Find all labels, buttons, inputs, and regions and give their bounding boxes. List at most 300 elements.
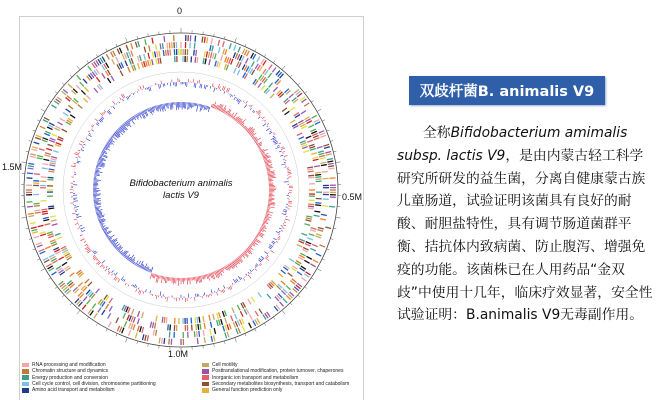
- gene-mark: [317, 230, 323, 232]
- gc-skew-mark: [269, 198, 275, 199]
- gene-mark: [52, 134, 58, 136]
- gene-mark: [48, 171, 54, 172]
- gc-skew-mark: [99, 157, 105, 159]
- gc-skew-mark: [153, 106, 154, 110]
- gc-content-mark: [252, 110, 253, 111]
- gene-mark: [318, 227, 324, 229]
- gc-content-mark: [221, 290, 222, 292]
- gc-content-mark: [75, 210, 78, 211]
- gene-mark: [31, 149, 37, 151]
- gc-content-mark: [119, 102, 120, 103]
- gene-mark: [160, 58, 161, 64]
- gc-content-mark: [156, 295, 157, 299]
- gc-skew-mark: [134, 115, 135, 117]
- gc-content-mark: [262, 259, 263, 260]
- gc-content-mark: [133, 93, 134, 95]
- scale-tick: [282, 310, 285, 314]
- gene-mark: [268, 73, 272, 78]
- gc-content-mark: [74, 163, 77, 164]
- gc-content-mark: [235, 280, 237, 283]
- gene-mark: [213, 53, 214, 59]
- gc-content-mark: [250, 108, 251, 110]
- gc-content-mark: [232, 95, 233, 96]
- gc-skew-mark: [94, 175, 99, 176]
- gene-mark: [309, 125, 314, 128]
- gc-skew-mark: [268, 202, 274, 203]
- gc-skew-mark: [107, 142, 111, 145]
- scale-tick: [214, 344, 215, 347]
- gc-skew-mark: [158, 105, 159, 109]
- gene-mark: [41, 209, 47, 210]
- gc-content-mark: [264, 120, 266, 121]
- gc-skew-mark: [133, 262, 134, 264]
- gene-mark: [156, 44, 157, 50]
- gene-mark: [40, 232, 46, 234]
- gene-mark: [315, 172, 321, 173]
- gene-mark: [117, 326, 119, 331]
- scale-tick: [33, 130, 36, 131]
- gc-skew-mark: [101, 225, 103, 226]
- gene-mark: [231, 59, 233, 65]
- gene-mark: [238, 47, 240, 53]
- gc-skew-mark: [172, 278, 173, 283]
- gc-skew-mark: [234, 260, 237, 264]
- gene-mark: [28, 166, 34, 167]
- gene-mark: [37, 245, 43, 247]
- gene-mark: [229, 58, 231, 64]
- gene-mark: [251, 297, 254, 302]
- scale-tick: [137, 36, 138, 39]
- gene-mark: [140, 55, 142, 61]
- gene-mark: [44, 117, 49, 120]
- gene-mark: [128, 67, 130, 73]
- gene-mark: [315, 203, 321, 204]
- gc-skew-mark: [154, 274, 155, 278]
- gc-skew-mark: [266, 212, 269, 213]
- gc-skew-mark: [94, 204, 101, 205]
- gene-mark: [313, 159, 319, 160]
- gene-mark: [311, 228, 317, 230]
- gene-mark: [301, 233, 307, 235]
- gc-content-mark: [108, 268, 110, 270]
- gc-skew-mark: [150, 269, 151, 273]
- gene-mark: [131, 51, 133, 57]
- scale-label-0: 0: [177, 6, 183, 16]
- gene-mark: [162, 43, 163, 49]
- gene-mark: [308, 204, 314, 205]
- scale-tick: [336, 217, 341, 218]
- gc-content-mark: [273, 238, 276, 240]
- gene-mark: [314, 215, 320, 216]
- gc-content-mark: [140, 290, 142, 294]
- gc-skew-mark: [196, 277, 197, 284]
- gc-content-mark: [272, 241, 275, 243]
- gene-mark: [146, 61, 148, 67]
- gene-mark: [34, 236, 40, 238]
- gene-mark: [311, 153, 317, 155]
- gene-mark: [62, 129, 67, 132]
- gene-mark: [327, 159, 333, 160]
- gene-mark: [302, 147, 308, 149]
- scale-tick: [55, 91, 57, 93]
- scale-tick: [126, 338, 128, 343]
- gene-mark: [35, 137, 41, 139]
- gc-skew-mark: [259, 231, 261, 232]
- gene-mark: [156, 330, 157, 336]
- gene-mark: [218, 40, 219, 46]
- gc-content-mark: [71, 166, 76, 167]
- gene-mark: [168, 324, 169, 330]
- gc-skew-mark: [145, 110, 148, 116]
- gene-mark: [207, 37, 208, 43]
- gc-skew-mark: [265, 164, 268, 165]
- scale-tick: [264, 323, 266, 326]
- gc-content-mark: [283, 160, 285, 161]
- gene-mark: [320, 158, 326, 159]
- gene-mark: [142, 327, 144, 333]
- gc-skew-mark: [257, 142, 262, 145]
- gene-mark: [313, 260, 318, 263]
- gene-mark: [83, 297, 87, 302]
- gene-mark: [166, 50, 167, 56]
- gc-skew-mark: [97, 164, 105, 166]
- scale-tick: [327, 249, 330, 250]
- gene-mark: [225, 325, 227, 331]
- gc-skew-mark: [95, 174, 100, 175]
- gc-content-mark: [238, 99, 240, 102]
- scale-tick: [106, 329, 107, 332]
- gene-mark: [197, 317, 198, 323]
- gc-content-mark: [281, 226, 283, 227]
- gene-mark: [225, 49, 227, 55]
- gene-mark: [83, 79, 87, 84]
- gene-mark: [50, 161, 56, 162]
- gc-content-mark: [75, 223, 78, 224]
- gc-content-mark: [230, 94, 231, 95]
- gc-content-mark: [84, 241, 86, 242]
- gc-content-mark: [75, 152, 79, 153]
- gc-content-mark: [220, 90, 221, 91]
- gc-skew-mark: [164, 277, 165, 281]
- gc-content-mark: [78, 228, 80, 229]
- gene-mark: [82, 305, 86, 310]
- gc-content-mark: [86, 139, 90, 141]
- gene-mark: [320, 219, 326, 220]
- gc-content-mark: [279, 143, 281, 144]
- gene-mark: [225, 57, 227, 63]
- scale-tick: [21, 162, 26, 163]
- gc-skew-mark: [147, 109, 148, 112]
- gc-skew-mark: [235, 260, 238, 264]
- gene-mark: [49, 165, 55, 166]
- gene-mark: [152, 59, 153, 65]
- scale-tick: [48, 278, 50, 280]
- gene-mark: [212, 46, 213, 52]
- gene-mark: [306, 218, 312, 219]
- gene-mark: [34, 203, 40, 204]
- gene-mark: [197, 57, 198, 63]
- gene-mark: [309, 146, 315, 148]
- gc-skew-mark: [223, 267, 224, 269]
- gc-skew-mark: [255, 141, 257, 142]
- gc-content-mark: [212, 84, 213, 87]
- gc-content-mark: [274, 134, 276, 135]
- gene-mark: [117, 49, 119, 54]
- gc-content-mark: [241, 277, 242, 279]
- gene-mark: [321, 214, 327, 215]
- legend-swatch: [22, 369, 29, 374]
- gc-content-mark: [214, 88, 216, 93]
- gene-mark: [327, 161, 333, 162]
- gene-mark: [303, 151, 309, 153]
- gc-skew-mark: [111, 137, 113, 138]
- gc-skew-mark: [251, 243, 255, 246]
- gene-mark: [301, 145, 307, 147]
- legend-swatch: [22, 363, 29, 368]
- gene-mark: [51, 272, 56, 275]
- gene-mark: [40, 234, 46, 236]
- gene-mark: [258, 292, 262, 297]
- scale-tick: [87, 61, 89, 63]
- gc-content-mark: [204, 85, 205, 89]
- gene-mark: [328, 163, 334, 164]
- gc-content-mark: [100, 113, 102, 115]
- gc-content-mark: [222, 290, 223, 293]
- gene-mark: [322, 171, 328, 172]
- gene-mark: [283, 299, 287, 303]
- gc-skew-mark: [259, 148, 261, 149]
- gene-mark: [226, 65, 228, 71]
- description-prefix: 全称: [423, 125, 451, 141]
- gc-skew-mark: [189, 102, 190, 109]
- gene-mark: [140, 326, 142, 332]
- scale-tick: [311, 278, 313, 280]
- scale-tick: [224, 36, 225, 39]
- gene-mark: [302, 278, 307, 282]
- gene-mark: [308, 175, 314, 176]
- gc-content-mark: [264, 251, 268, 254]
- gc-content-mark: [288, 174, 292, 175]
- scale-label-1-0m: 1.0M: [168, 349, 189, 359]
- gene-mark: [308, 206, 314, 207]
- gc-content-mark: [91, 130, 93, 132]
- gene-mark: [42, 168, 48, 169]
- gene-mark: [48, 144, 54, 146]
- legend-label: Cell cycle control, cell division, chromosome partitioning: [32, 380, 156, 387]
- gc-content-mark: [269, 132, 272, 134]
- gc-skew-mark: [268, 204, 275, 205]
- gene-mark: [37, 158, 43, 159]
- gc-content-mark: [243, 101, 244, 102]
- gc-content-mark: [208, 295, 209, 298]
- gene-mark: [322, 206, 328, 207]
- gc-content-mark: [219, 86, 220, 89]
- gene-mark: [308, 171, 314, 172]
- gc-content-mark: [161, 81, 162, 84]
- gc-skew-mark: [209, 274, 210, 277]
- scale-tick: [224, 341, 225, 344]
- gc-skew-mark: [256, 236, 258, 237]
- gene-mark: [55, 145, 61, 147]
- scale-tick: [235, 338, 237, 343]
- gc-content-mark: [226, 88, 228, 92]
- gene-mark: [320, 135, 326, 137]
- gc-skew-mark: [263, 157, 270, 160]
- gene-mark: [68, 105, 73, 109]
- gc-content-mark: [80, 227, 84, 229]
- gc-skew-mark: [95, 170, 99, 171]
- gene-mark: [235, 314, 237, 320]
- gc-content-mark: [98, 260, 99, 261]
- gc-content-mark: [93, 256, 96, 258]
- gc-skew-mark: [95, 206, 101, 207]
- gene-mark: [88, 282, 92, 286]
- gene-mark: [28, 216, 34, 217]
- gene-mark: [301, 111, 306, 114]
- gc-skew-mark: [95, 209, 98, 210]
- gc-content-mark: [122, 99, 123, 101]
- legend-swatch: [22, 382, 29, 387]
- gc-skew-mark: [94, 201, 101, 202]
- gc-content-mark: [104, 110, 106, 112]
- gc-content-mark: [87, 248, 90, 250]
- gene-mark: [235, 321, 237, 327]
- gene-mark: [43, 217, 49, 218]
- gene-mark: [304, 224, 310, 226]
- gene-mark: [306, 242, 312, 244]
- gc-skew-mark: [100, 156, 102, 157]
- gc-skew-mark: [269, 199, 275, 200]
- gene-mark: [224, 64, 226, 70]
- gc-skew-mark: [116, 130, 119, 133]
- gene-mark: [307, 238, 313, 240]
- gene-mark: [116, 318, 119, 323]
- gc-skew-mark: [93, 181, 98, 182]
- gc-content-mark: [261, 256, 264, 259]
- gc-content-mark: [269, 246, 272, 248]
- gc-content-mark: [112, 101, 115, 104]
- gc-content-mark: [200, 84, 201, 88]
- gene-mark: [237, 305, 240, 310]
- gene-mark: [96, 289, 100, 294]
- scale-tick: [21, 217, 26, 218]
- gc-content-mark: [210, 86, 211, 88]
- gene-mark: [314, 211, 320, 212]
- gene-mark: [36, 243, 42, 245]
- gc-skew-mark: [204, 275, 205, 279]
- gc-content-mark: [283, 225, 286, 226]
- gc-skew-mark: [238, 118, 241, 122]
- legend-item: [22, 387, 156, 393]
- gc-content-mark: [259, 114, 260, 115]
- scale-tick: [96, 54, 98, 57]
- gc-content-mark: [224, 286, 225, 289]
- gc-content-mark: [205, 85, 206, 89]
- gene-mark: [52, 244, 58, 246]
- gc-skew-mark: [149, 269, 150, 272]
- gc-skew-mark: [171, 103, 172, 110]
- gene-mark: [44, 224, 50, 225]
- gc-skew-mark: [224, 111, 225, 114]
- gc-skew-mark: [160, 104, 161, 108]
- gc-skew-mark: [104, 232, 106, 233]
- gc-content-mark: [148, 87, 149, 91]
- gene-mark: [209, 315, 210, 321]
- gc-content-mark: [267, 126, 268, 127]
- gene-mark: [198, 324, 199, 330]
- gene-mark: [147, 335, 148, 341]
- gene-mark: [306, 136, 312, 138]
- gc-content-mark: [282, 228, 284, 229]
- gene-mark: [312, 133, 318, 135]
- gene-mark: [52, 224, 58, 226]
- gc-content-mark: [195, 83, 196, 88]
- gc-content-mark: [85, 244, 88, 246]
- gc-skew-mark: [237, 118, 240, 122]
- legend-swatch: [202, 388, 209, 393]
- gc-content-mark: [277, 239, 279, 240]
- gc-skew-mark: [152, 274, 153, 278]
- gene-mark: [328, 166, 334, 167]
- gene-mark: [267, 294, 271, 299]
- gene-mark: [219, 312, 221, 318]
- gene-mark: [222, 311, 224, 317]
- scale-tick: [298, 295, 300, 297]
- gc-skew-mark: [110, 239, 114, 242]
- gc-content-mark: [114, 273, 115, 274]
- legend-swatch: [22, 375, 29, 380]
- gene-mark: [310, 264, 315, 267]
- gc-skew-mark: [217, 270, 220, 276]
- gene-mark: [135, 332, 137, 338]
- gc-content-mark: [77, 162, 80, 163]
- gc-content-mark: [87, 245, 89, 246]
- gene-mark: [56, 237, 62, 239]
- gene-mark: [42, 164, 48, 165]
- gene-mark: [241, 56, 244, 61]
- gc-content-mark: [267, 255, 269, 256]
- gene-mark: [142, 334, 143, 340]
- gene-mark: [314, 120, 319, 123]
- gc-content-mark: [246, 274, 247, 276]
- scale-tick: [148, 33, 149, 36]
- gene-mark: [94, 313, 97, 318]
- gene-mark: [148, 60, 149, 66]
- gc-skew-mark: [120, 250, 123, 253]
- gc-skew-mark: [228, 265, 231, 269]
- gene-mark: [28, 168, 34, 169]
- gc-skew-mark: [103, 149, 105, 150]
- gc-skew-mark: [206, 106, 207, 110]
- gc-skew-mark: [135, 261, 138, 266]
- legend-label: Posttranslational modification, protein turnover, chaperones: [212, 368, 344, 375]
- gene-mark: [160, 43, 161, 49]
- gene-mark: [249, 323, 252, 328]
- gc-skew-mark: [150, 273, 152, 279]
- gene-mark: [81, 90, 85, 94]
- gc-content-mark: [253, 111, 255, 113]
- gene-mark: [221, 319, 223, 325]
- gc-content-mark: [252, 270, 253, 271]
- gene-mark: [39, 249, 45, 251]
- gene-mark: [31, 229, 37, 231]
- gene-mark: [129, 59, 131, 65]
- scale-tick: [264, 54, 266, 57]
- gene-mark: [221, 55, 223, 61]
- gene-mark: [51, 242, 57, 244]
- gene-mark: [142, 312, 144, 318]
- gc-content-mark: [262, 117, 264, 119]
